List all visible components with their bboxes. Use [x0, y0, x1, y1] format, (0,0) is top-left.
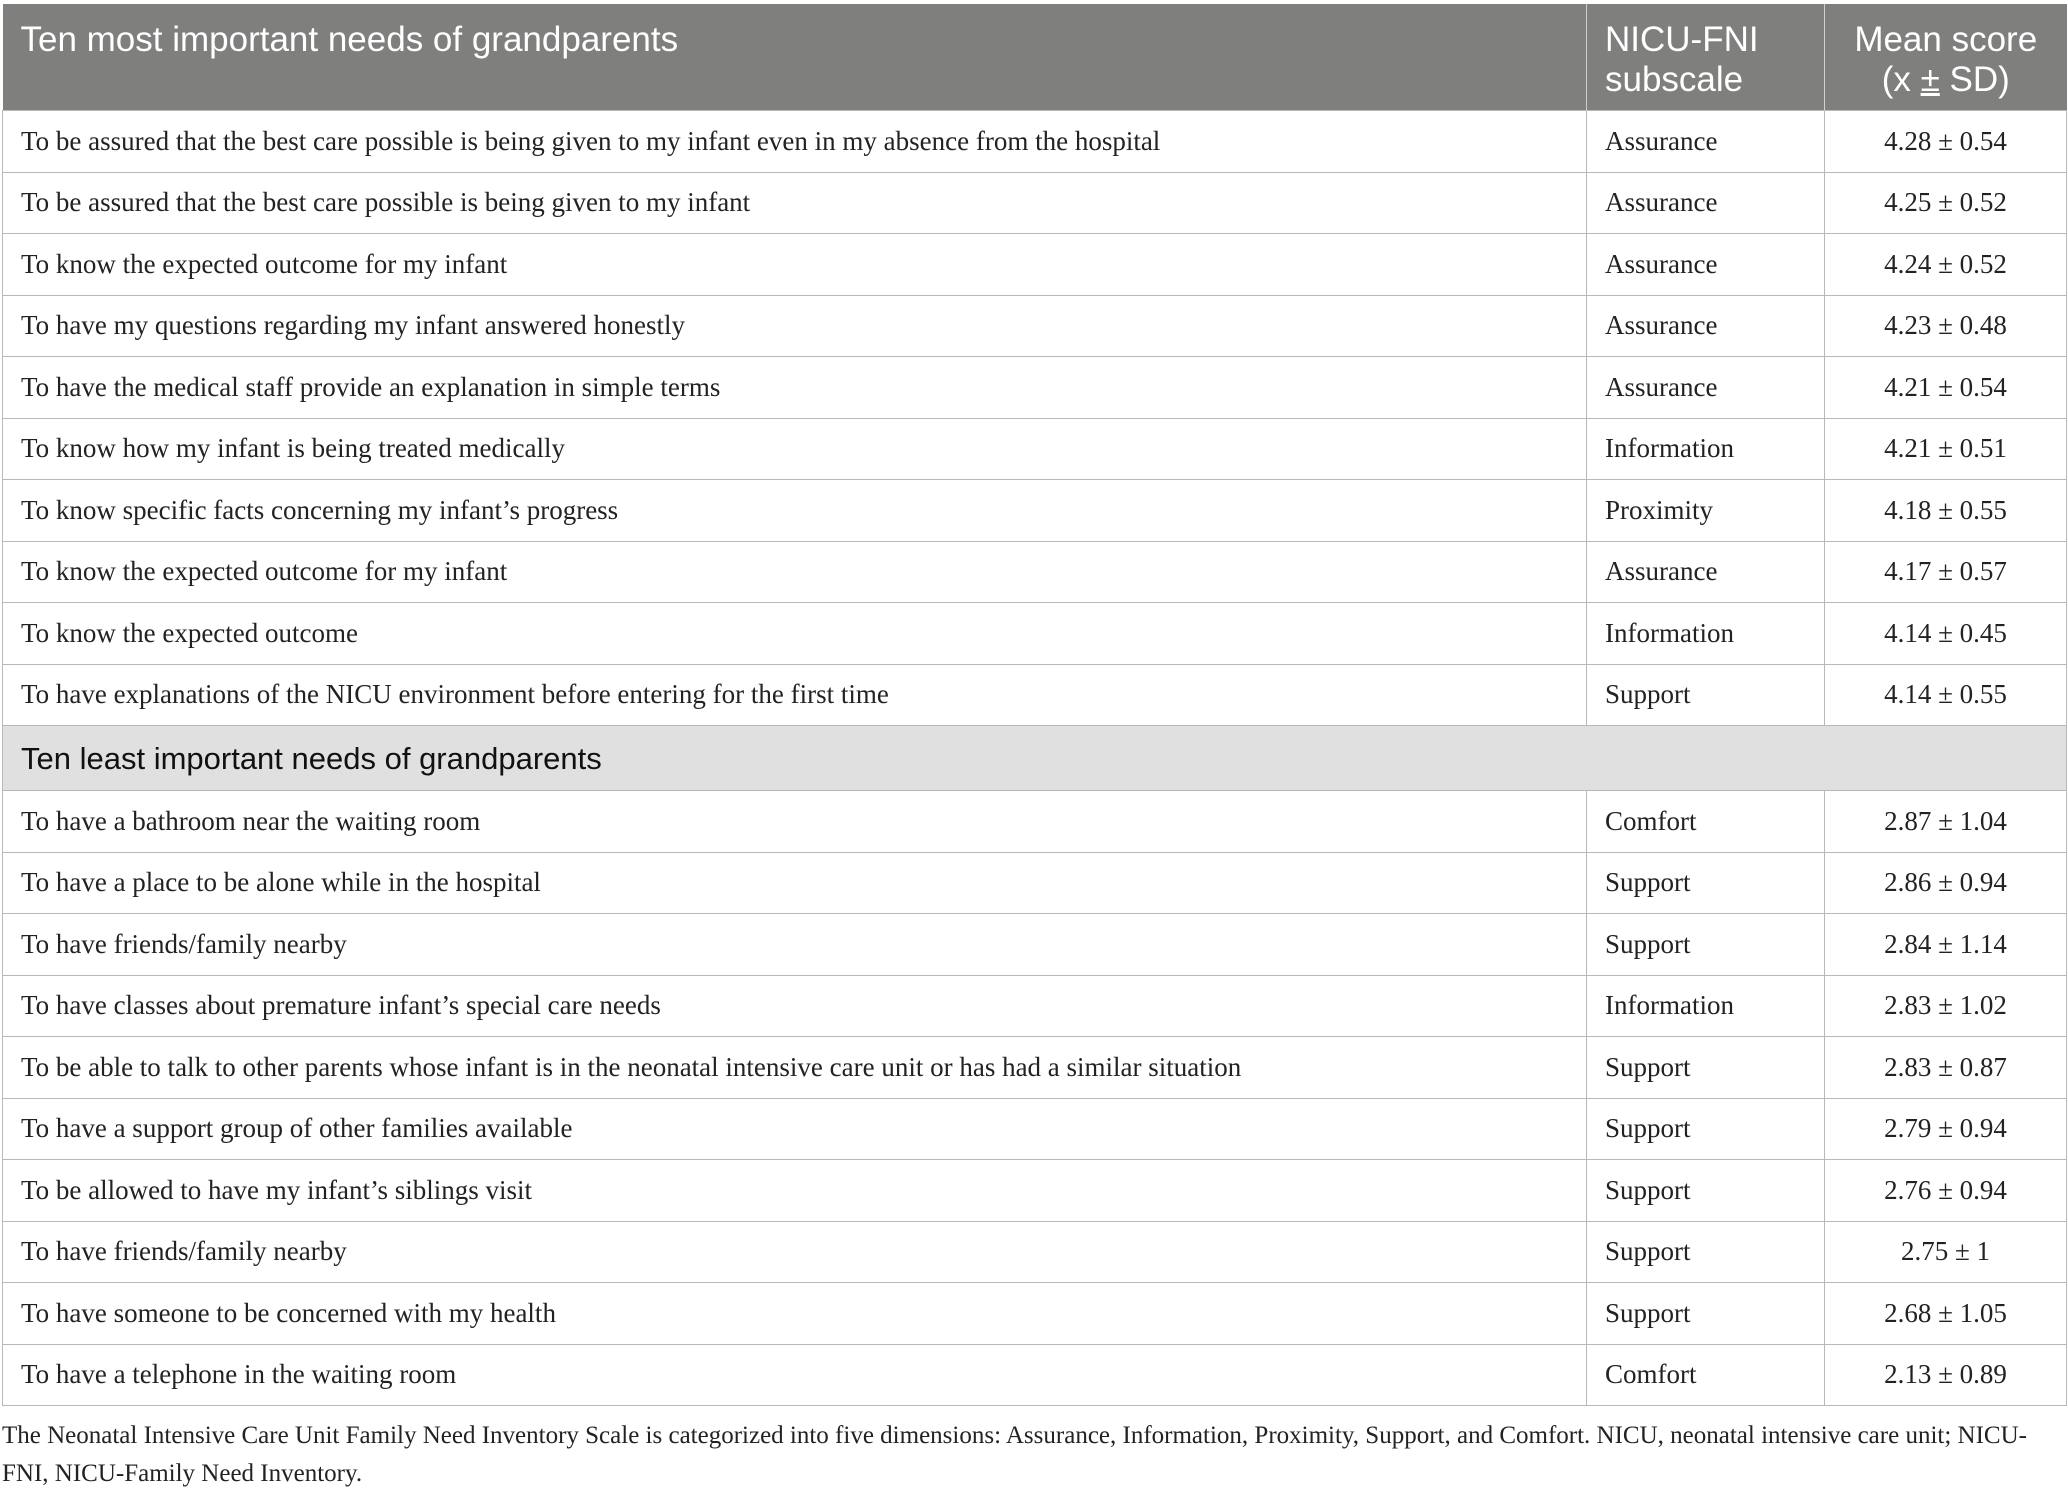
mean-cell: 4.24 ± 0.52	[1825, 234, 2067, 296]
header-mean-line2-post: SD)	[1939, 60, 2010, 99]
subscale-cell: Assurance	[1587, 172, 1825, 234]
subscale-cell: Support	[1587, 1037, 1825, 1099]
subscale-cell: Assurance	[1587, 234, 1825, 296]
need-cell: To be assured that the best care possible is being given to my infant	[3, 172, 1587, 234]
table-row	[3, 664, 2067, 726]
table-row	[3, 1221, 2067, 1283]
mean-cell: 4.17 ± 0.57	[1825, 541, 2067, 603]
header-subscale-line1: NICU-FNI	[1605, 20, 1759, 59]
need-cell: To have a support group of other families available	[3, 1098, 1587, 1160]
table-row	[3, 418, 2067, 480]
table-row	[3, 914, 2067, 976]
subscale-cell: Support	[1587, 1221, 1825, 1283]
subscale-cell: Comfort	[1587, 791, 1825, 853]
need-cell: To know specific facts concerning my infant’s progress	[3, 480, 1587, 542]
table-row	[3, 1037, 2067, 1099]
mean-cell: 4.21 ± 0.51	[1825, 418, 2067, 480]
subscale-cell: Proximity	[1587, 480, 1825, 542]
mean-cell: 2.79 ± 0.94	[1825, 1098, 2067, 1160]
mean-cell: 4.28 ± 0.54	[1825, 111, 2067, 173]
subscale-cell: Assurance	[1587, 357, 1825, 419]
subscale-cell: Support	[1587, 1160, 1825, 1222]
header-needs: Ten most important needs of grandparents	[3, 4, 1587, 111]
table-row	[3, 1098, 2067, 1160]
subscale-cell: Assurance	[1587, 111, 1825, 173]
need-cell: To have the medical staff provide an explanation in simple terms	[3, 357, 1587, 419]
subscale-cell: Support	[1587, 852, 1825, 914]
header-mean-line1: Mean score	[1854, 20, 2038, 59]
need-cell: To have friends/family nearby	[3, 1221, 1587, 1283]
need-cell: To know the expected outcome	[3, 603, 1587, 665]
subscale-cell: Assurance	[1587, 295, 1825, 357]
header-mean-score	[1825, 4, 2067, 111]
need-cell: To be allowed to have my infant’s siblings visit	[3, 1160, 1587, 1222]
mean-cell: 2.13 ± 0.89	[1825, 1344, 2067, 1406]
subscale-cell: Assurance	[1587, 541, 1825, 603]
mean-cell: 4.23 ± 0.48	[1825, 295, 2067, 357]
mean-cell: 2.75 ± 1	[1825, 1221, 2067, 1283]
table-row	[3, 791, 2067, 853]
section-header-row	[3, 726, 2067, 791]
header-mean-line2-pre: (x	[1881, 60, 1921, 99]
table-row	[3, 295, 2067, 357]
table-row	[3, 234, 2067, 296]
subscale-cell: Information	[1587, 603, 1825, 665]
table-row	[3, 1283, 2067, 1345]
needs-table	[2, 4, 2067, 1406]
table-row	[3, 111, 2067, 173]
need-cell: To have a telephone in the waiting room	[3, 1344, 1587, 1406]
most-important-section	[3, 111, 2067, 1406]
subscale-cell: Information	[1587, 975, 1825, 1037]
header-mean-plusminus: ±	[1920, 60, 1940, 99]
subscale-cell: Support	[1587, 1283, 1825, 1345]
need-cell: To have someone to be concerned with my health	[3, 1283, 1587, 1345]
need-cell: To know the expected outcome for my infant	[3, 541, 1587, 603]
mean-cell: 4.14 ± 0.45	[1825, 603, 2067, 665]
need-cell: To have my questions regarding my infant answered honestly	[3, 295, 1587, 357]
table-row	[3, 603, 2067, 665]
section-title-least-important: Ten least important needs of grandparents	[3, 726, 2067, 791]
need-cell: To have classes about premature infant’s special care needs	[3, 975, 1587, 1037]
need-cell: To know how my infant is being treated medically	[3, 418, 1587, 480]
mean-cell: 4.25 ± 0.52	[1825, 172, 2067, 234]
need-cell: To have friends/family nearby	[3, 914, 1587, 976]
table-row	[3, 541, 2067, 603]
subscale-cell: Support	[1587, 1098, 1825, 1160]
need-cell: To have a place to be alone while in the hospital	[3, 852, 1587, 914]
mean-cell: 2.83 ± 0.87	[1825, 1037, 2067, 1099]
subscale-cell: Support	[1587, 914, 1825, 976]
need-cell: To be able to talk to other parents whose infant is in the neonatal intensive care unit or has had a similar situation	[3, 1037, 1587, 1099]
mean-cell: 4.21 ± 0.54	[1825, 357, 2067, 419]
need-cell: To have explanations of the NICU environment before entering for the first time	[3, 664, 1587, 726]
subscale-cell: Support	[1587, 664, 1825, 726]
table-row	[3, 1160, 2067, 1222]
header-subscale-line2: subscale	[1605, 60, 1744, 99]
mean-cell: 2.87 ± 1.04	[1825, 791, 2067, 853]
table-row	[3, 852, 2067, 914]
table-row	[3, 480, 2067, 542]
need-cell: To be assured that the best care possible is being given to my infant even in my absence from the hospital	[3, 111, 1587, 173]
table-header-row	[3, 4, 2067, 111]
need-cell: To have a bathroom near the waiting room	[3, 791, 1587, 853]
mean-cell: 2.86 ± 0.94	[1825, 852, 2067, 914]
subscale-cell: Information	[1587, 418, 1825, 480]
mean-cell: 2.84 ± 1.14	[1825, 914, 2067, 976]
mean-cell: 2.76 ± 0.94	[1825, 1160, 2067, 1222]
table-footnote: The Neonatal Intensive Care Unit Family Need Inventory Scale is categorized into five dimensions: Assurance, Information, Proximity, Support, and Comfort. NICU, neonatal intensive care unit; NICU-FNI, NICU-Family Need Inventory.	[2, 1422, 2027, 1487]
mean-cell: 4.18 ± 0.55	[1825, 480, 2067, 542]
mean-cell: 2.83 ± 1.02	[1825, 975, 2067, 1037]
table-row	[3, 975, 2067, 1037]
need-cell: To know the expected outcome for my infant	[3, 234, 1587, 296]
subscale-cell: Comfort	[1587, 1344, 1825, 1406]
header-subscale	[1587, 4, 1825, 111]
mean-cell: 2.68 ± 1.05	[1825, 1283, 2067, 1345]
table-row	[3, 357, 2067, 419]
table-row	[3, 1344, 2067, 1406]
mean-cell: 4.14 ± 0.55	[1825, 664, 2067, 726]
table-row	[3, 172, 2067, 234]
